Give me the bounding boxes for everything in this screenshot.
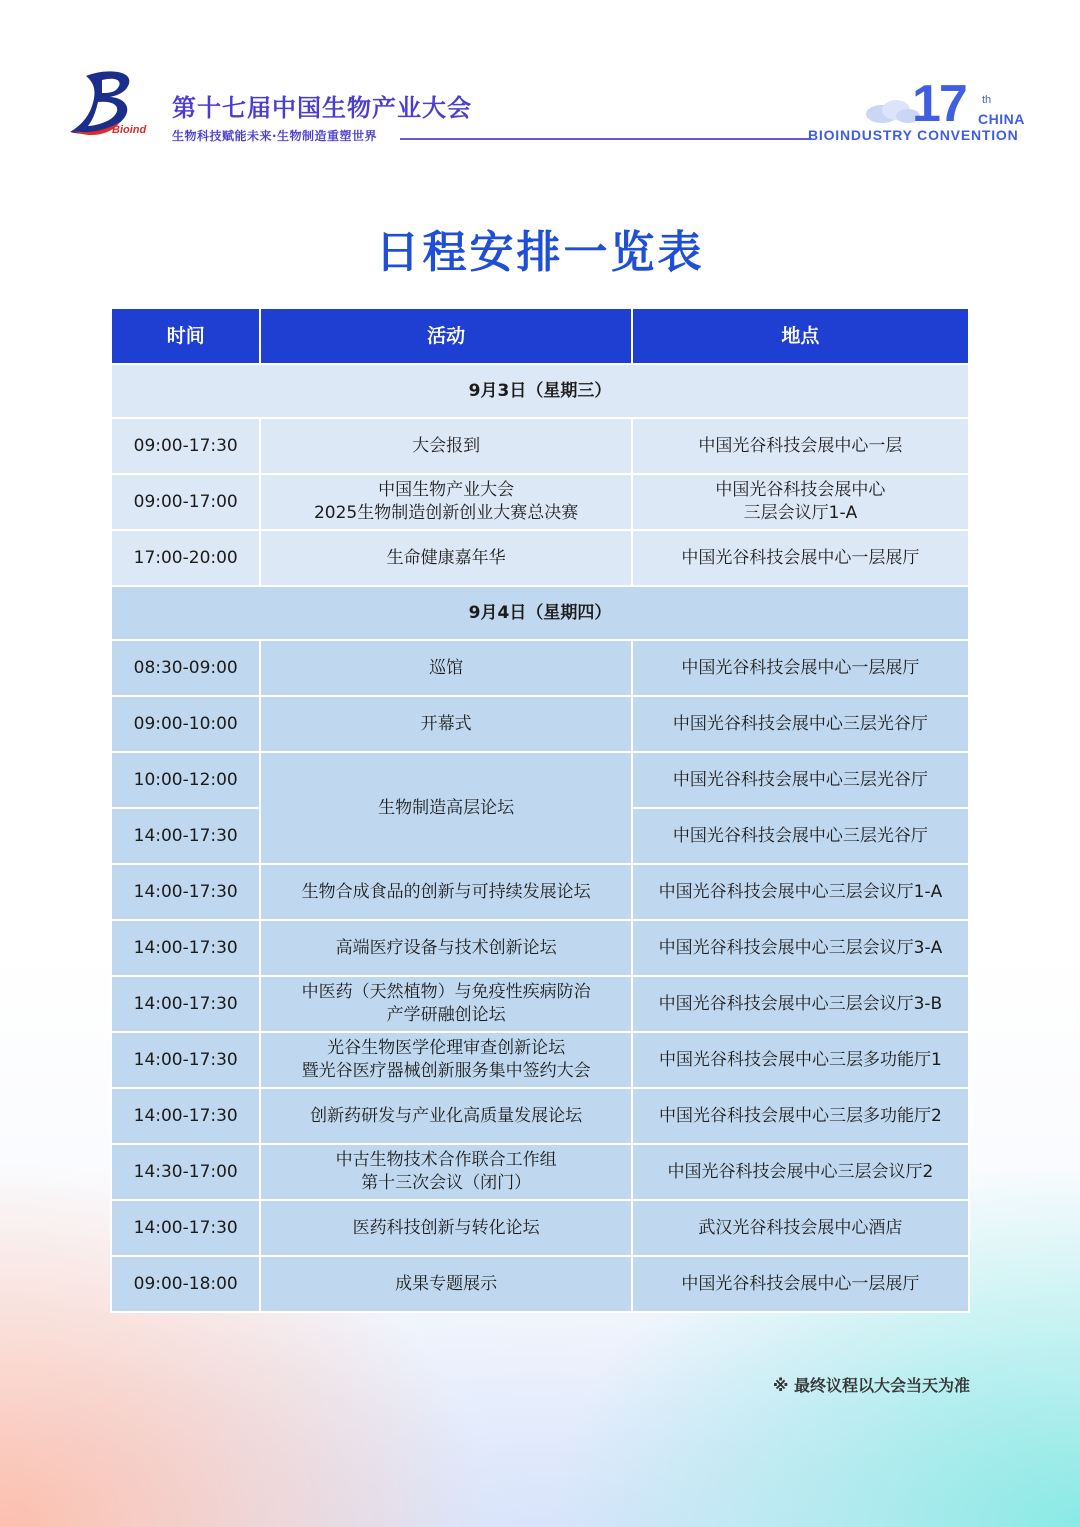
table-row [111,418,969,474]
table-row [111,976,969,1032]
activity-line: 2025生物制造创新创业大赛总决赛 [313,503,579,523]
table-header-row [111,308,969,364]
table-row [111,1200,969,1256]
activity-cell: 生物制造高层论坛 [260,752,631,864]
table-row [111,752,969,808]
time-cell: 09:00-10:00 [111,696,260,752]
time-cell: 17:00-20:00 [111,530,260,586]
activity-line: 产学研融创论坛 [386,1005,506,1025]
location-cell [632,474,969,530]
table-row [111,1256,969,1312]
date-row-day1 [111,364,969,418]
table-row [111,474,969,530]
header-time: 时间 [111,308,260,364]
activity-cell: 创新药研发与产业化高质量发展论坛 [260,1088,631,1144]
location-cell: 中国光谷科技会展中心三层光谷厅 [632,696,969,752]
time-cell: 09:00-17:30 [111,418,260,474]
activity-cell: 医药科技创新与转化论坛 [260,1200,631,1256]
activity-cell: 大会报到 [260,418,631,474]
header-location: 地点 [632,308,969,364]
time-cell: 08:30-09:00 [111,640,260,696]
table-row [111,864,969,920]
location-cell: 中国光谷科技会展中心三层会议厅3-B [632,976,969,1032]
footnote: ※ 最终议程以大会当天为准 [772,1376,970,1395]
time-cell: 14:00-17:30 [111,1032,260,1088]
activity-line: 暨光谷医疗器械创新服务集中签约大会 [301,1061,591,1081]
time-cell: 14:00-17:30 [111,1088,260,1144]
activity-line: 中医药（天然植物）与免疫性疾病防治 [301,982,591,1002]
location-cell: 中国光谷科技会展中心三层会议厅3-A [632,920,969,976]
conference-title: 第十七届中国生物产业大会 [172,94,472,122]
location-line: 三层会议厅1-A [743,503,858,523]
time-cell: 14:00-17:30 [111,976,260,1032]
location-cell: 中国光谷科技会展中心一层展厅 [632,640,969,696]
location-cell: 中国光谷科技会展中心三层会议厅2 [632,1144,969,1200]
activity-line: 光谷生物医学伦理审查创新论坛 [327,1038,566,1058]
edition-name: BIOINDUSTRY CONVENTION [808,127,1019,143]
activity-line: 第十三次会议（闭门） [361,1173,532,1193]
location-cell: 中国光谷科技会展中心一层展厅 [632,1256,969,1312]
location-cell: 中国光谷科技会展中心三层光谷厅 [632,808,969,864]
table-row [111,920,969,976]
activity-cell: 生命健康嘉年华 [260,530,631,586]
location-cell: 中国光谷科技会展中心三层多功能厅1 [632,1032,969,1088]
location-cell: 中国光谷科技会展中心一层 [632,418,969,474]
time-cell: 14:00-17:30 [111,864,260,920]
table-row [111,696,969,752]
time-cell: 14:00-17:30 [111,808,260,864]
time-cell: 09:00-17:00 [111,474,260,530]
logo-text: Bioind [112,124,147,136]
edition-country: CHINA [978,111,1025,127]
location-cell: 中国光谷科技会展中心三层会议厅1-A [632,864,969,920]
location-cell: 中国光谷科技会展中心三层多功能厅2 [632,1088,969,1144]
date-label-day2: 9月4日（星期四） [111,586,969,640]
header-divider [400,138,812,140]
activity-cell: 高端医疗设备与技术创新论坛 [260,920,631,976]
activity-cell [260,976,631,1032]
time-cell: 14:30-17:00 [111,1144,260,1200]
activity-cell: 开幕式 [260,696,631,752]
table-row [111,1144,969,1200]
activity-line: 中古生物技术合作联合工作组 [335,1150,557,1170]
activity-cell [260,1032,631,1088]
activity-cell [260,474,631,530]
time-cell: 14:00-17:30 [111,1200,260,1256]
location-line: 中国光谷科技会展中心 [715,480,886,500]
time-cell: 14:00-17:30 [111,920,260,976]
table-row [111,530,969,586]
table-row [111,1032,969,1088]
activity-cell [260,1144,631,1200]
activity-line: 中国生物产业大会 [378,480,515,500]
header-activity: 活动 [260,308,631,364]
schedule-table [110,307,970,1313]
edition-number: 17 [912,75,966,133]
table-row [111,640,969,696]
conference-slogan: 生物科技赋能未来·生物制造重塑世界 [172,129,378,143]
activity-cell: 成果专题展示 [260,1256,631,1312]
activity-cell: 巡馆 [260,640,631,696]
page-title: 日程安排一览表 [375,227,705,278]
location-cell: 武汉光谷科技会展中心酒店 [632,1200,969,1256]
table-row [111,1088,969,1144]
edition-suffix: th [982,94,992,106]
date-row-day2 [111,586,969,640]
time-cell: 10:00-12:00 [111,752,260,808]
date-label-day1: 9月3日（星期三） [111,364,969,418]
location-cell: 中国光谷科技会展中心三层光谷厅 [632,752,969,808]
activity-cell: 生物合成食品的创新与可持续发展论坛 [260,864,631,920]
time-cell: 09:00-18:00 [111,1256,260,1312]
location-cell: 中国光谷科技会展中心一层展厅 [632,530,969,586]
